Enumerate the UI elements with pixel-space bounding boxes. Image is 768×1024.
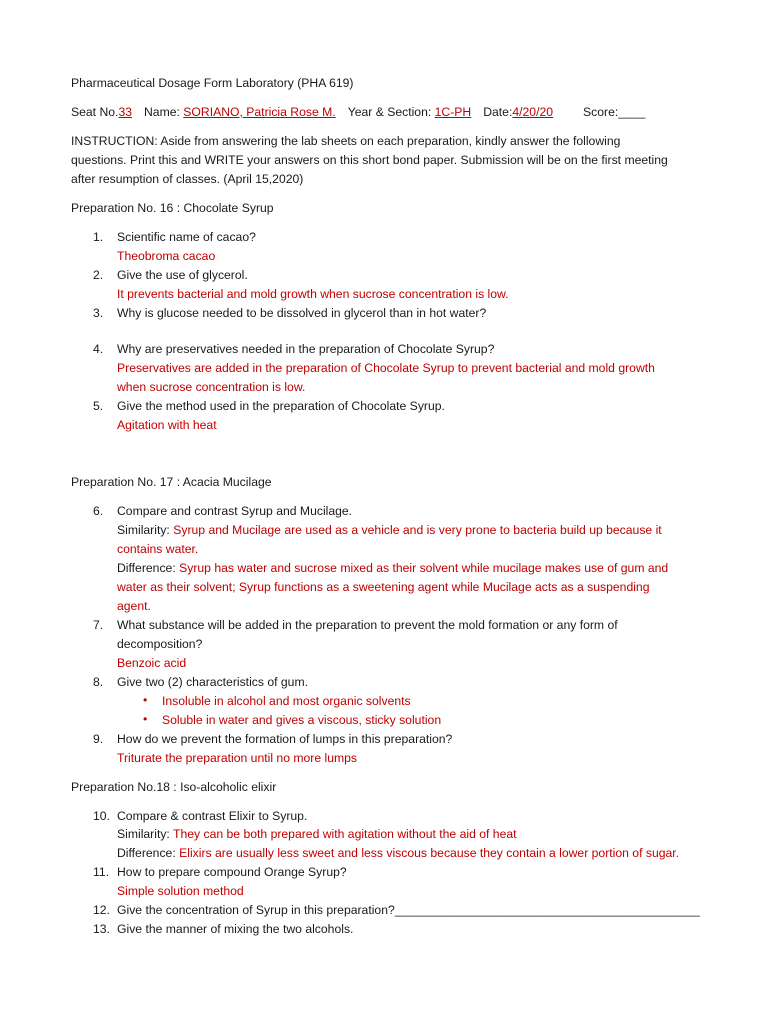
q7-text-line-1: What substance will be added in the preparation to prevent the mold formation or any form of [117,618,618,632]
a7-answer: Benzoic acid [117,656,187,670]
q4-number: 4. [93,342,104,356]
instruction-label: INSTRUCTION: [71,134,158,148]
q2-number: 2. [93,268,104,282]
q6-difference-line-3: agent. [117,599,151,613]
a2-answer: It prevents bacterial and mold growth when sucrose concentration is low. [117,287,509,301]
name-value: SORIANO, Patricia Rose M. [183,105,336,119]
seat-value: 33 [118,105,132,119]
q6-difference-line-2: water as their solvent; Syrup functions as a sweetening agent while Mucilage acts as a suspending [117,580,650,594]
score-label: Score:____ [583,105,646,119]
similarity-label: Similarity: [117,827,170,841]
q10-number: 10. [93,809,110,823]
course-title: Pharmaceutical Dosage Form Laboratory (PHA 619) [71,76,354,90]
a8-item-2: Soluble in water and gives a viscous, sticky solution [162,713,442,727]
q6-number: 6. [93,504,104,518]
q9-text: How do we prevent the formation of lumps in this preparation? [117,732,453,746]
q6-difference-line-1: Difference: Syrup has water and sucrose mixed as their solvent while mucilage makes use of gum and [117,561,669,575]
q3-number: 3. [93,306,104,320]
a11-answer: Simple solution method [117,884,244,898]
seat-label: Seat No. [71,105,119,119]
prep16-title: Preparation No. 16 : Chocolate Syrup [71,201,274,215]
difference-label: Difference: [117,846,176,860]
q8-number: 8. [93,675,104,689]
q13-number: 13. [93,922,110,936]
bullet-icon: • [143,712,148,726]
q7-text-line-2: decomposition? [117,637,203,651]
instruction-line-3: after resumption of classes. (April 15,2020) [71,172,304,186]
q11-text: How to prepare compound Orange Syrup? [117,865,347,879]
q1-number: 1. [93,230,104,244]
q6-similarity-line-2: contains water. [117,542,199,556]
q7-number: 7. [93,618,104,632]
q5-text: Give the method used in the preparation of Chocolate Syrup. [117,399,445,413]
q11-number: 11. [93,865,110,879]
q12-text: Give the concentration of Syrup in this preparation?_____________________________________________ [117,903,700,917]
year-section-value: 1C-PH [434,105,472,119]
year-section-label: Year & Section: [347,105,432,119]
date-value: 4/20/20 [512,105,554,119]
q9-number: 9. [93,732,104,746]
q4-text: Why are preservatives needed in the preparation of Chocolate Syrup? [117,342,495,356]
student-info-line [71,104,645,120]
a4-answer-line-2: when sucrose concentration is low. [117,380,306,394]
q10-difference: Difference: Elixirs are usually less sweet and less viscous because they contain a lower portion of sugar. [117,846,680,860]
q6-text: Compare and contrast Syrup and Mucilage. [117,504,353,518]
a1-answer: Theobroma cacao [117,249,216,263]
bullet-icon: • [143,693,148,707]
a4-answer-line-1: Preservatives are added in the preparation of Chocolate Syrup to prevent bacterial and mold growth [117,361,655,375]
prep17-title: Preparation No. 17 : Acacia Mucilage [71,475,272,489]
a8-item-1: Insoluble in alcohol and most organic solvents [162,694,411,708]
q13-text: Give the manner of mixing the two alcohols. [117,922,354,936]
q10-text: Compare & contrast Elixir to Syrup. [117,809,308,823]
q12-number: 12. [93,903,110,917]
a5-answer: Agitation with heat [117,418,217,432]
a9-answer: Triturate the preparation until no more lumps [117,751,358,765]
prep18-title: Preparation No.18 : Iso-alcoholic elixir [71,780,277,794]
difference-label: Difference: [117,561,176,575]
q1-text: Scientific name of cacao? [117,230,256,244]
instruction-line-2: questions. Print this and WRITE your answers on this short bond paper. Submission will be on the first meeting [71,153,668,167]
name-label: Name: [144,105,180,119]
q8-text: Give two (2) characteristics of gum. [117,675,308,689]
q2-text: Give the use of glycerol. [117,268,248,282]
q3-text: Why is glucose needed to be dissolved in glycerol than in hot water? [117,306,487,320]
date-label: Date: [483,105,513,119]
q10-similarity: Similarity: They can be both prepared with agitation without the aid of heat [117,827,517,841]
q5-number: 5. [93,399,104,413]
q6-similarity-line-1: Similarity: Syrup and Mucilage are used as a vehicle and is very prone to bacteria build up because it [117,523,662,537]
instruction-line-1: INSTRUCTION: Aside from answering the lab sheets on each preparation, kindly answer the following [71,134,621,148]
similarity-label: Similarity: [117,523,170,537]
